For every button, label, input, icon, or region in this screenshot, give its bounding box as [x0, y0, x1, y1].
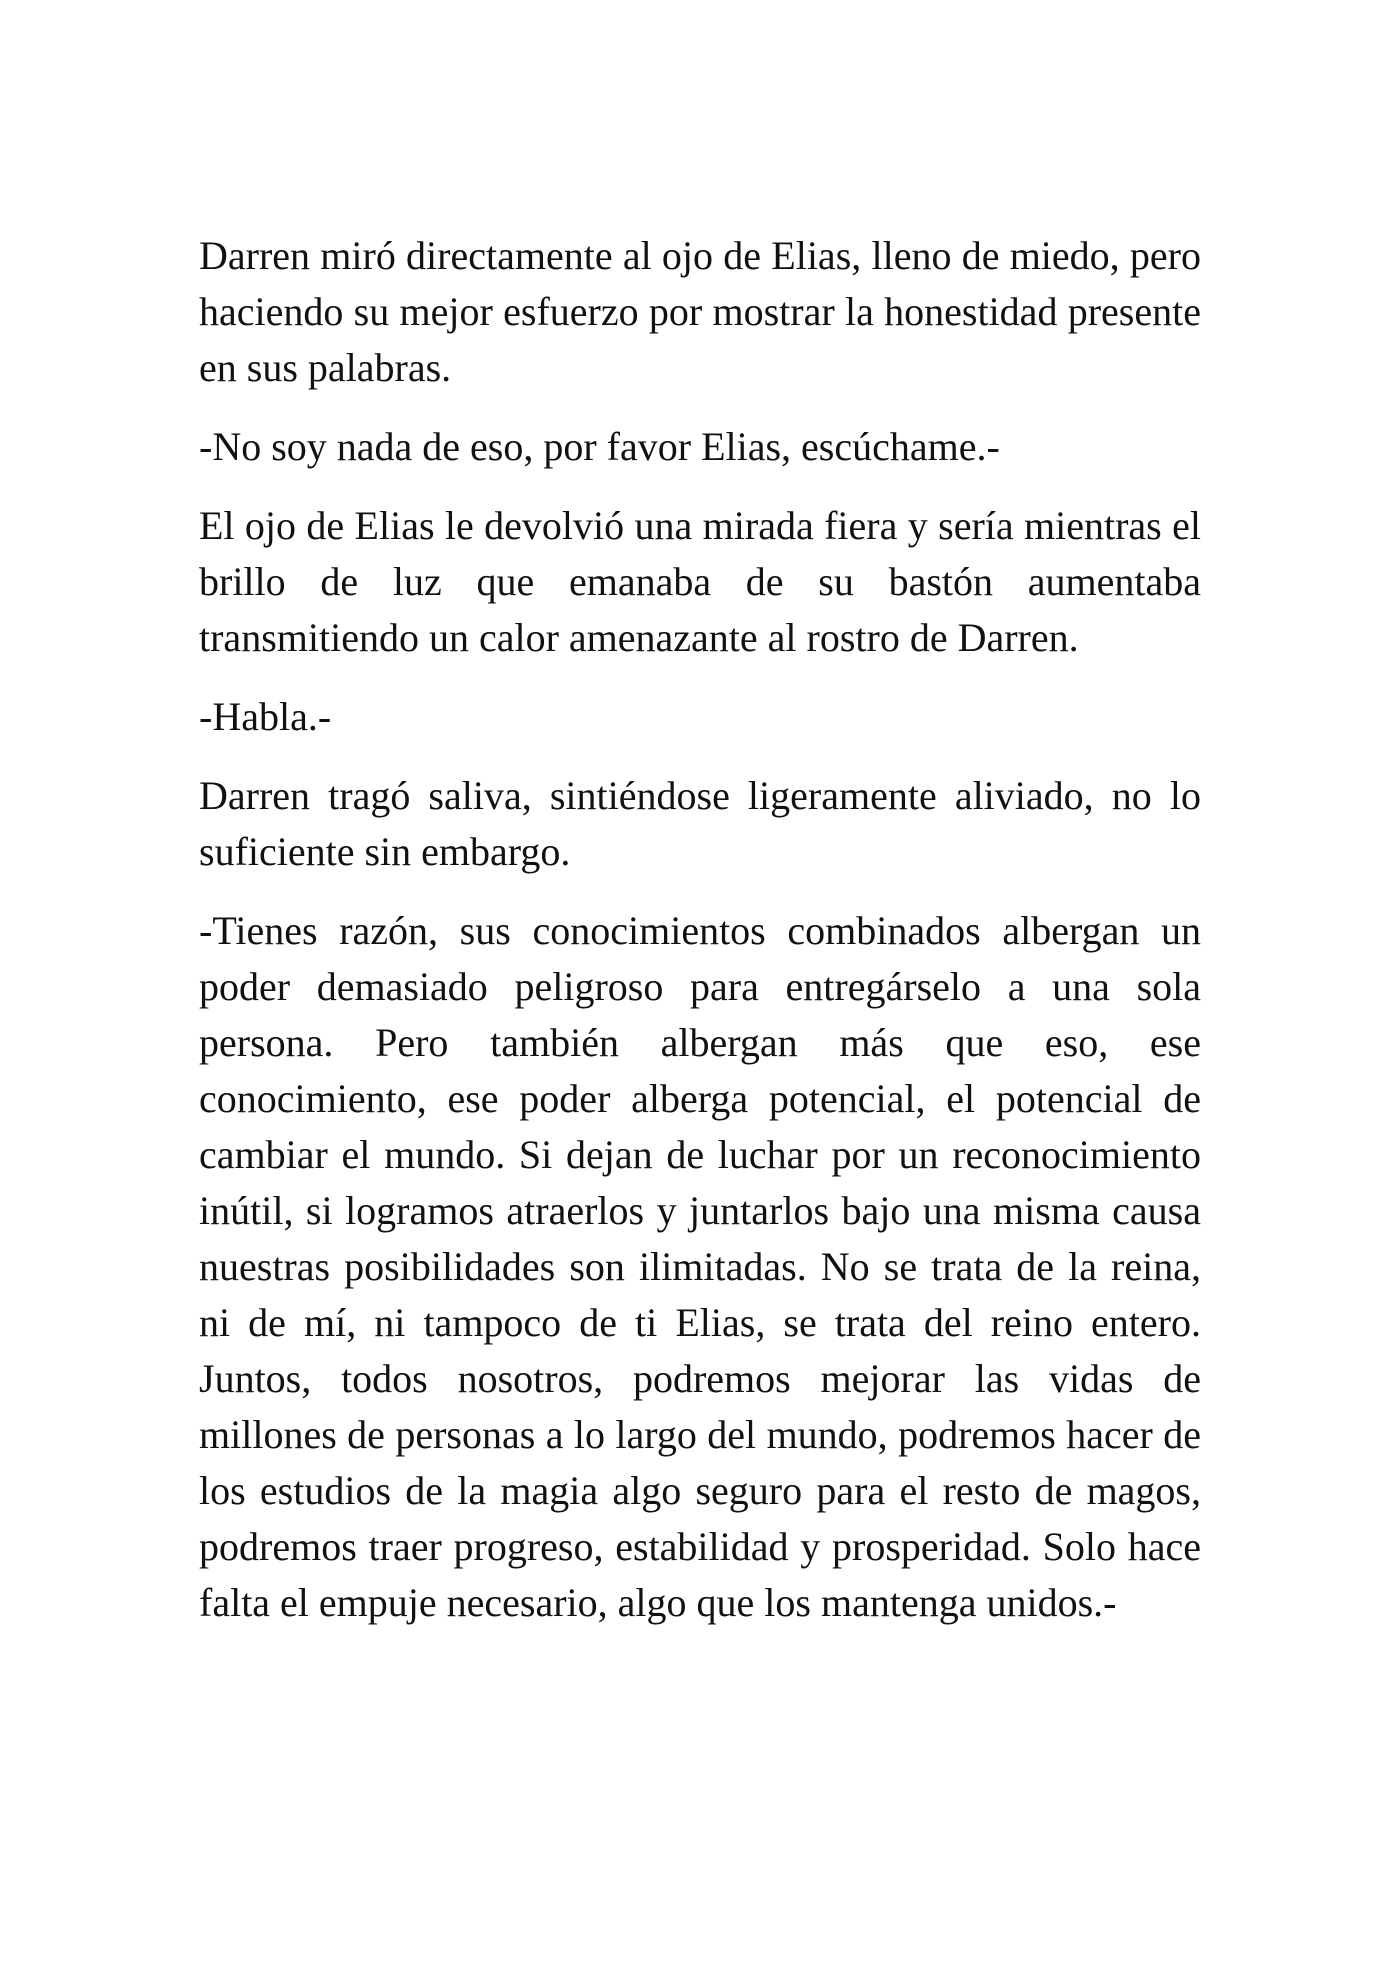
text-column: [199, 228, 1201, 1654]
dialogue-paragraph: -Habla.-: [199, 694, 332, 739]
dialogue-paragraph: -No soy nada de eso, por favor Elias, escúchame.-: [199, 424, 1000, 469]
narration-paragraph: El ojo de Elias le devolvió una mirada fiera y sería mientras el brillo de luz que emanaba de su bastón aumentaba transmitiendo un calor amenazante al rostro de Darren.: [199, 503, 1201, 660]
dialogue-paragraph: -Tienes razón, sus conocimientos combinados albergan un poder demasiado peligroso para entregárselo a una sola persona. Pero también albergan más que eso, ese conocimiento, ese poder alberga potencial, el potencial de cambiar el mundo. Si dejan de luchar por un reconocimiento inútil, si logramos atraerlos y juntarlos bajo una misma causa nuestras posibilidades son ilimitadas. No se trata de la reina, ni de mí, ni tampoco de ti Elias, se trata del reino entero. Juntos, todos nosotros, podremos mejorar las vidas de millones de personas a lo largo del mundo, podremos hacer de los estudios de la magia algo seguro para el resto de magos, podremos traer progreso, estabilidad y prosperidad. Solo hace falta el empuje necesario, algo que los mantenga unidos.-: [199, 908, 1201, 1625]
narration-paragraph: Darren tragó saliva, sintiéndose ligeramente aliviado, no lo suficiente sin embargo.: [199, 773, 1201, 874]
narration-paragraph: Darren miró directamente al ojo de Elias, lleno de miedo, pero haciendo su mejor esfuerzo por mostrar la honestidad presente en sus palabras.: [199, 233, 1201, 390]
